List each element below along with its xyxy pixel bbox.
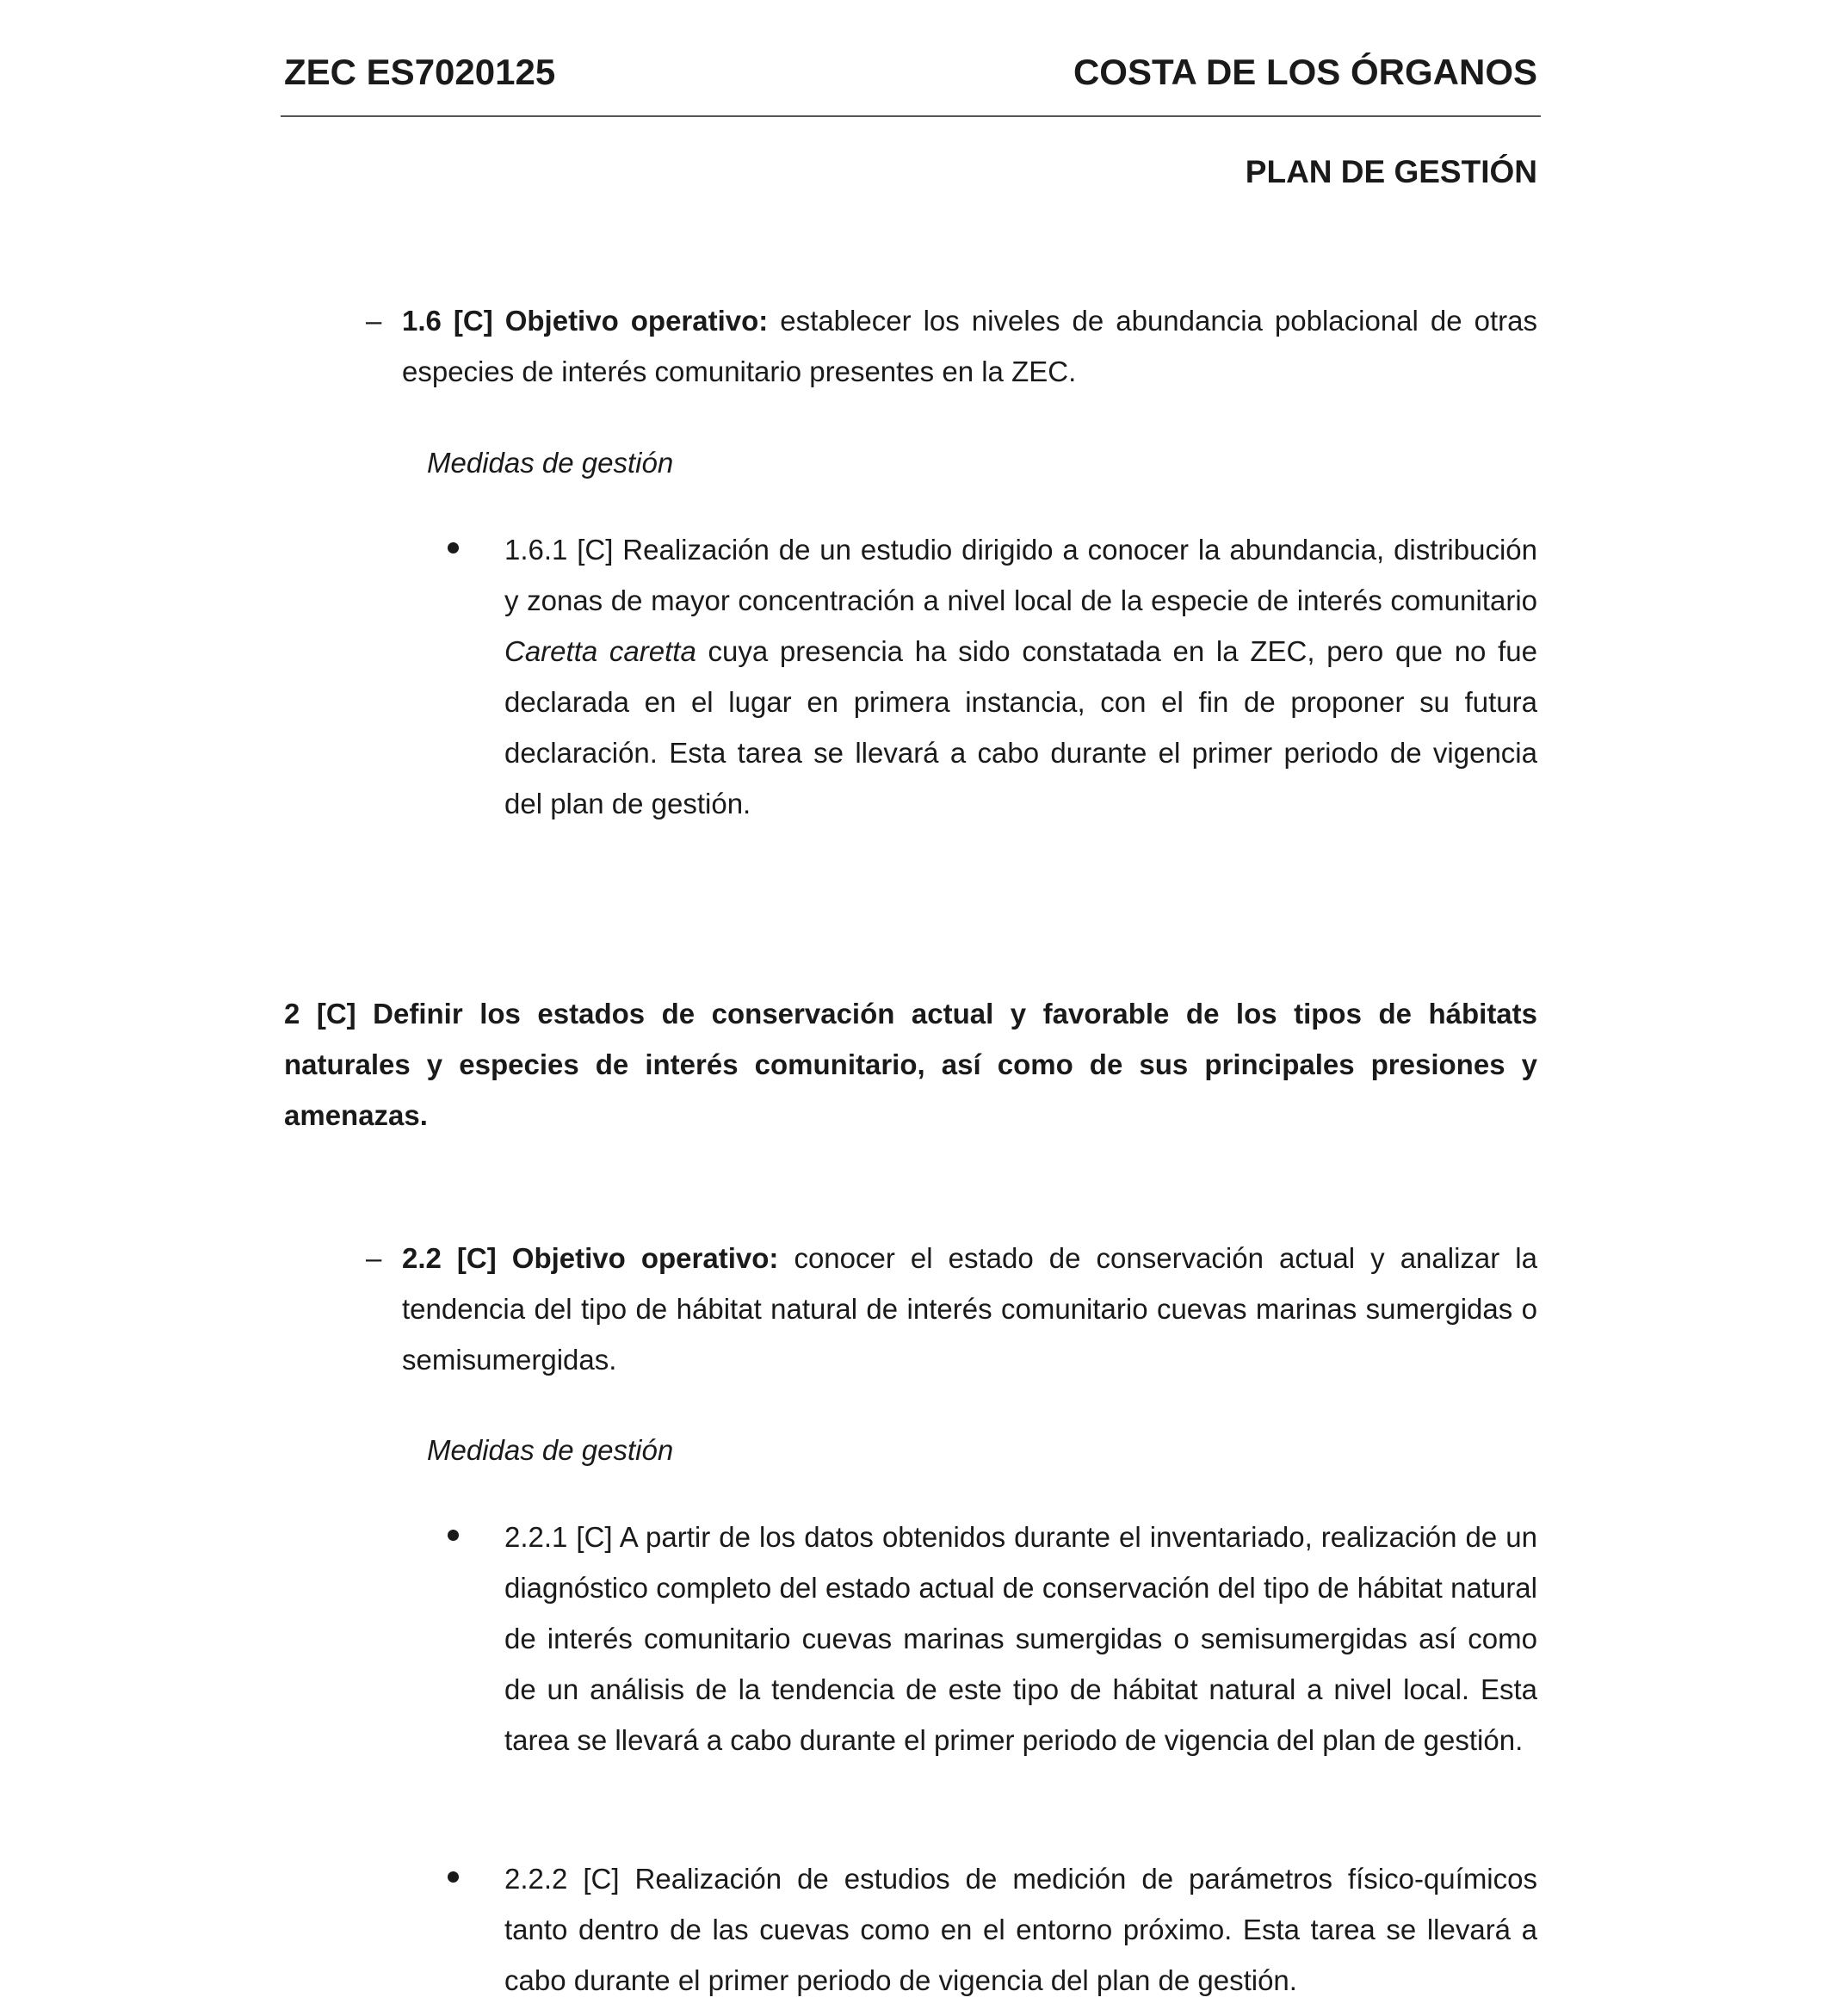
- dash-marker: –: [366, 1242, 382, 1274]
- objective-2-2-label: 2.2 [C] Objetivo operativo:: [402, 1242, 779, 1274]
- objective-2-2: [366, 1233, 1537, 1385]
- header-site-name: COSTA DE LOS ÓRGANOS: [1073, 52, 1537, 92]
- measures-label: Medidas de gestión: [427, 447, 674, 479]
- page-header: [284, 50, 1537, 95]
- measure-2-2-2-text: 2.2.2 [C] Realización de estudios de medición de parámetros físico-químicos tanto dentro de las cuevas como en el entorno próximo. Esta tarea se llevará a cabo durante el primer periodo de vigencia del plan de gestión.: [504, 1863, 1537, 1996]
- bullet-icon: [448, 1871, 459, 1883]
- species-name: Caretta caretta: [504, 635, 696, 667]
- measure-2-2-1: [504, 1512, 1537, 1766]
- dash-marker: –: [366, 305, 382, 337]
- measure-1-6-1-text-before: 1.6.1 [C] Realización de un estudio dirigido a conocer la abundancia, distribución y zonas de mayor concentración a nivel local de la especie de interés comunitario: [504, 534, 1537, 616]
- document-page: [284, 0, 1537, 2016]
- objective-1-6: [366, 295, 1537, 397]
- header-divider: [281, 115, 1541, 117]
- measure-2-2-2: [504, 1853, 1537, 2006]
- objective-1-6-text: establecer los niveles de abundancia poblacional de otras especies de interés comunitario presentes en la ZEC.: [402, 305, 1537, 387]
- measure-2-2-1-text: 2.2.1 [C] A partir de los datos obtenidos durante el inventariado, realización de un diagnóstico completo del estado actual de conservación del tipo de hábitat natural de interés comunitario cuevas marinas sumergidas o semisumergidas así como de un análisis de la tendencia de este tipo de hábitat natural a nivel local. Esta tarea se llevará a cabo durante el primer periodo de vigencia del plan de gestión.: [504, 1521, 1537, 1756]
- header-site-code: ZEC ES7020125: [284, 52, 556, 92]
- objective-2-2-text: conocer el estado de conservación actual y analizar la tendencia del tipo de hábitat natural de interés comunitario cuevas marinas sumergidas o semisumergidas.: [402, 1242, 1537, 1376]
- section-2-heading: 2 [C] Definir los estados de conservación actual y favorable de los tipos de hábitats naturales y especies de interés comunitario, así como de sus principales presiones y amenazas.: [284, 998, 1537, 1131]
- bullet-icon: [448, 1530, 459, 1541]
- measures-label: Medidas de gestión: [427, 1434, 674, 1466]
- document-subtitle: PLAN DE GESTIÓN: [1245, 154, 1537, 189]
- objective-1-6-label: 1.6 [C] Objetivo operativo:: [402, 305, 769, 337]
- bullet-icon: [448, 542, 459, 553]
- measure-1-6-1: [504, 524, 1537, 829]
- measure-1-6-1-text-after: cuya presencia ha sido constatada en la ZEC, pero que no fue declarada en el lugar en primera instancia, con el fin de proponer su futura declaración. Esta tarea se llevará a cabo durante el primer periodo de vigencia del plan de gestión.: [504, 635, 1537, 819]
